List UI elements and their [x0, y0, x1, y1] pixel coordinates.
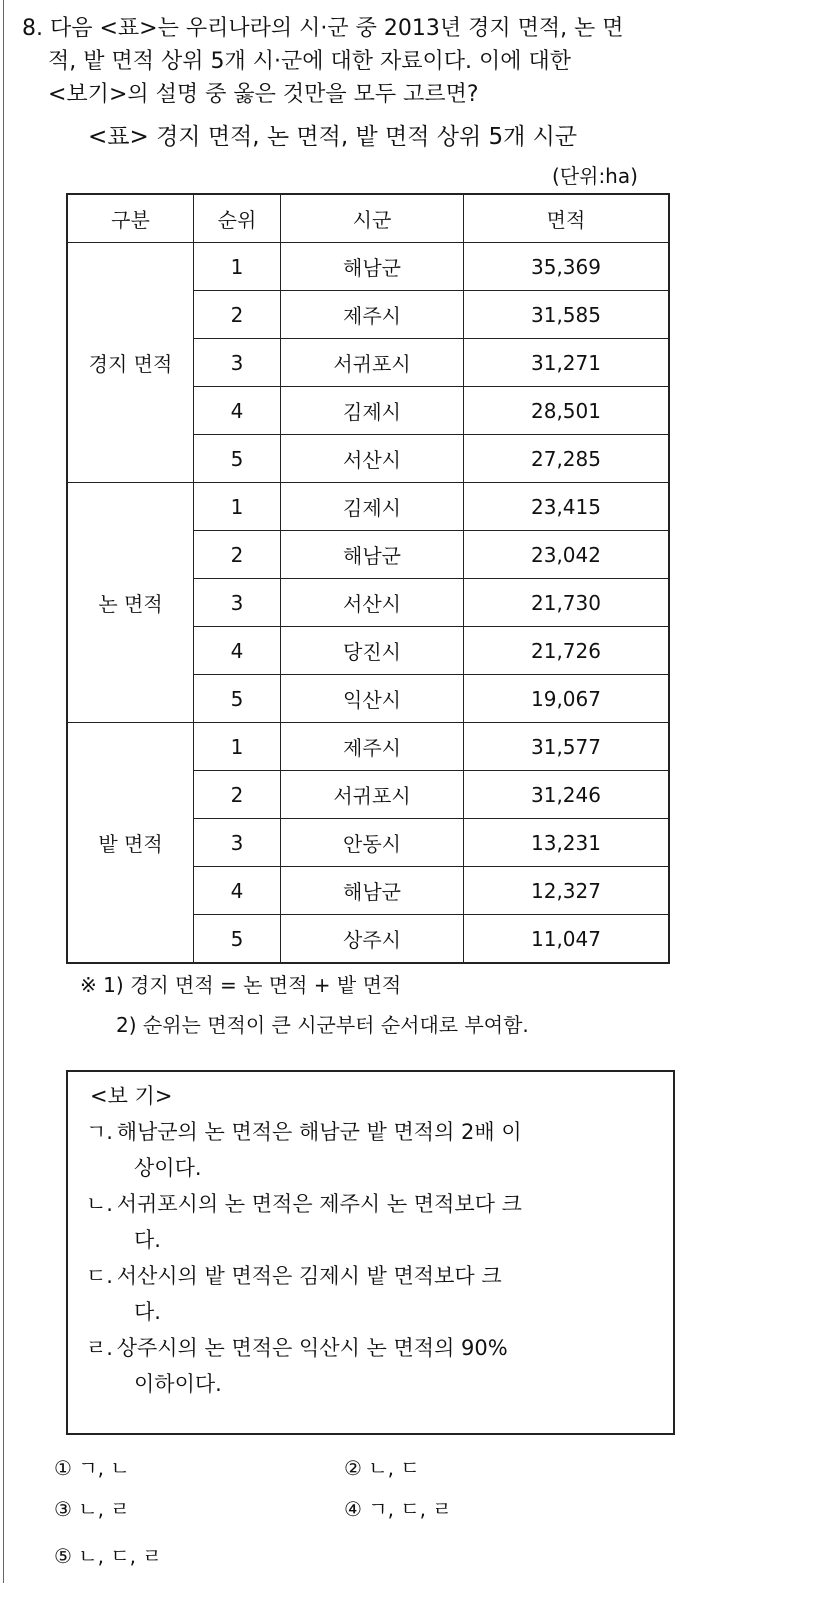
area-cell: 28,501 [464, 387, 670, 435]
bogi-item-tag: ㄴ. [86, 1192, 113, 1216]
rank-cell: 4 [194, 627, 281, 675]
table-notes [80, 965, 529, 1045]
bogi-item-tag: ㄱ. [86, 1120, 113, 1144]
bogi-item-tag: ㄹ. [86, 1336, 113, 1360]
bogi-item [86, 1258, 655, 1330]
option-4[interactable]: ④ ㄱ, ㄷ, ㄹ [344, 1497, 452, 1521]
option-3[interactable]: ③ ㄴ, ㄹ [54, 1497, 130, 1521]
rank-cell: 3 [194, 339, 281, 387]
area-cell: 31,585 [464, 291, 670, 339]
bogi-box [66, 1070, 675, 1435]
rank-cell: 4 [194, 387, 281, 435]
bogi-item [86, 1186, 655, 1258]
area-cell: 31,246 [464, 771, 670, 819]
city-cell: 안동시 [281, 819, 464, 867]
data-table [66, 193, 670, 964]
rank-cell: 5 [194, 915, 281, 964]
city-cell: 서귀포시 [281, 339, 464, 387]
option-5-clipped [0, 1540, 826, 1568]
bogi-item [86, 1330, 655, 1402]
area-cell: 12,327 [464, 867, 670, 915]
rank-cell: 2 [194, 291, 281, 339]
table-row [67, 483, 669, 531]
table-row [67, 723, 669, 771]
option-1[interactable]: ① ㄱ, ㄴ [54, 1456, 130, 1480]
city-cell: 상주시 [281, 915, 464, 964]
header-cell: 면적 [464, 194, 670, 243]
area-cell: 27,285 [464, 435, 670, 483]
rank-cell: 4 [194, 867, 281, 915]
table-title: <표> 경지 면적, 논 면적, 밭 면적 상위 5개 시군 [88, 124, 578, 150]
area-cell: 21,730 [464, 579, 670, 627]
header-cell: 시군 [281, 194, 464, 243]
rank-cell: 5 [194, 435, 281, 483]
bogi-title: <보 기> [90, 1084, 173, 1108]
area-cell: 11,047 [464, 915, 670, 964]
rank-cell: 3 [194, 579, 281, 627]
city-cell: 서산시 [281, 435, 464, 483]
question-line-3: <보기>의 설명 중 옳은 것만을 모두 고르면? [48, 82, 479, 107]
area-cell: 31,577 [464, 723, 670, 771]
city-cell: 김제시 [281, 483, 464, 531]
bogi-item-continuation: 상이다. [134, 1156, 202, 1180]
area-cell: 13,231 [464, 819, 670, 867]
bogi-item-text: 해남군의 논 면적은 해남군 밭 면적의 2배 이 [116, 1120, 522, 1144]
rank-cell: 1 [194, 243, 281, 291]
bogi-item [86, 1114, 655, 1186]
page-left-border [3, 0, 4, 1583]
question-line-1: 8. 다음 <표>는 우리나라의 시·군 중 2013년 경지 면적, 논 면 [22, 16, 624, 41]
area-cell: 19,067 [464, 675, 670, 723]
bogi-item-continuation: 다. [134, 1300, 161, 1324]
table-row [67, 243, 669, 291]
area-cell: 31,271 [464, 339, 670, 387]
city-cell: 김제시 [281, 387, 464, 435]
table-unit: (단위:ha) [552, 164, 638, 188]
bogi-item-text: 서귀포시의 논 면적은 제주시 논 면적보다 크 [116, 1192, 522, 1216]
area-cell: 23,042 [464, 531, 670, 579]
rank-cell: 3 [194, 819, 281, 867]
city-cell: 서귀포시 [281, 771, 464, 819]
rank-cell: 1 [194, 483, 281, 531]
area-cell: 21,726 [464, 627, 670, 675]
bogi-item-continuation: 이하이다. [134, 1372, 222, 1396]
city-cell: 해남군 [281, 531, 464, 579]
question-line-2: 적, 밭 면적 상위 5개 시·군에 대한 자료이다. 이에 대한 [48, 49, 571, 74]
option-2[interactable]: ② ㄴ, ㄷ [344, 1456, 420, 1480]
rank-cell: 2 [194, 771, 281, 819]
city-cell: 해남군 [281, 243, 464, 291]
rank-cell: 5 [194, 675, 281, 723]
city-cell: 서산시 [281, 579, 464, 627]
group-label-cell: 밭 면적 [67, 723, 194, 964]
bogi-item-text: 상주시의 논 면적은 익산시 논 면적의 90% [116, 1336, 508, 1360]
area-cell: 23,415 [464, 483, 670, 531]
city-cell: 해남군 [281, 867, 464, 915]
bogi-item-text: 서산시의 밭 면적은 김제시 밭 면적보다 크 [116, 1264, 502, 1288]
city-cell: 당진시 [281, 627, 464, 675]
table-header-row [67, 194, 669, 243]
city-cell: 제주시 [281, 723, 464, 771]
city-cell: 제주시 [281, 291, 464, 339]
note-1: ※ 1) 경지 면적 = 논 면적 + 밭 면적 [80, 973, 402, 997]
bogi-item-continuation: 다. [134, 1228, 161, 1252]
option-5[interactable]: ⑤ ㄴ, ㄷ, ㄹ [54, 1544, 162, 1568]
group-label-cell: 논 면적 [67, 483, 194, 723]
header-cell: 구분 [67, 194, 194, 243]
note-2: 2) 순위는 면적이 큰 시군부터 순서대로 부여함. [116, 1013, 529, 1037]
bogi-item-tag: ㄷ. [86, 1264, 113, 1288]
area-cell: 35,369 [464, 243, 670, 291]
rank-cell: 2 [194, 531, 281, 579]
question-text [22, 12, 782, 111]
header-cell: 순위 [194, 194, 281, 243]
city-cell: 익산시 [281, 675, 464, 723]
group-label-cell: 경지 면적 [67, 243, 194, 483]
rank-cell: 1 [194, 723, 281, 771]
